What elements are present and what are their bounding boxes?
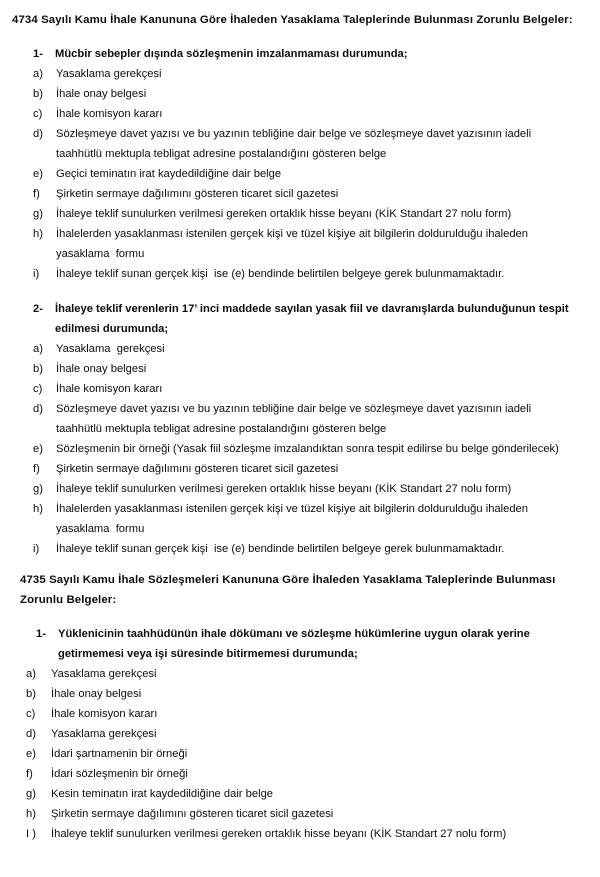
list-item (12, 124, 578, 164)
list-item (12, 684, 578, 704)
heading-spacer (12, 611, 578, 624)
list-item-marker: b) (33, 362, 43, 375)
list-item-marker: a) (33, 67, 43, 80)
list-item-marker: b) (26, 687, 36, 700)
list-item-marker: c) (26, 707, 36, 720)
list-item-marker: h) (33, 502, 43, 515)
list-item-text: İhaleye teklif sunulurken verilmesi gereken ortaklık hisse beyanı (KİK Standart 27 nolu form) (56, 207, 512, 220)
list-item (12, 164, 578, 184)
list-item-text: Yasaklama gerekçesi (56, 342, 165, 355)
list-item-text: Kesin teminatın irat kaydedildiğine dair belge (51, 787, 274, 800)
list-item-marker: e) (33, 442, 43, 455)
list-item-text: Yasaklama gerekçesi (56, 67, 162, 80)
list-item-text: Şirketin sermaye dağılımını gösteren ticaret sicil gazetesi (56, 462, 339, 475)
list-item-text: İhaleye teklif sunan gerçek kişi ise (e) bendinde belirtilen belgeye gerek bulunmamaktadır. (56, 542, 505, 555)
list-item (12, 339, 578, 359)
list-item (12, 439, 578, 459)
numbered-marker: 2- (33, 302, 43, 315)
list-item-text: Yasaklama gerekçesi (51, 727, 157, 740)
list-item-text: İhale komisyon kararı (51, 707, 158, 720)
list-item-text: Sözleşmeye davet yazısı ve bu yazının tebliğine dair belge ve sözleşmeye davet yazısının iadeli taahhütlü mektupla tebligat adresine postalandığını gösteren belge (56, 402, 535, 435)
list-item-text: İhalelerden yasaklanması istenilen gerçek kişi ve tüzel kişiye ait bilgilerin doldurulduğu ihaleden yasaklama formu (56, 502, 532, 535)
list-item (12, 744, 578, 764)
list-item-text: İhale onay belgesi (56, 362, 147, 375)
list-item-text: Yasaklama gerekçesi (51, 667, 157, 680)
numbered-label: Yüklenicinin taahhüdünün ihale dökümanı ve sözleşme hükümlerine uygun olarak yerine getirmemesi veya işi süresinde bitirmemesi durumunda; (58, 627, 533, 660)
list-item (12, 704, 578, 724)
list-item (12, 804, 578, 824)
list-item (12, 204, 578, 224)
list-item-marker: d) (26, 727, 36, 740)
list-item-text: Sözleşmenin bir örneği (Yasak fiil sözleşme imzalandıktan sonra tespit edilirse bu belge gönderilecek) (56, 442, 559, 455)
list-item-text: İdari şartnamenin bir örneği (51, 747, 188, 760)
list-item-text: Sözleşmeye davet yazısı ve bu yazının tebliğine dair belge ve sözleşmeye davet yazısının iadeli taahhütlü mektupla tebligat adresine postalandığını gösteren belge (56, 127, 535, 160)
list-item (12, 459, 578, 479)
list-item (12, 84, 578, 104)
list-item (12, 479, 578, 499)
list-item-marker: a) (33, 342, 43, 355)
numbered-heading (12, 299, 578, 339)
list-item-marker: f) (26, 767, 33, 780)
list-item-marker: d) (33, 127, 43, 140)
list-item-text: İhale onay belgesi (51, 687, 142, 700)
list-item (12, 104, 578, 124)
list-item-marker: a) (26, 667, 36, 680)
numbered-marker: 1- (33, 47, 43, 60)
list-item-marker: e) (26, 747, 36, 760)
list-item-text: İhale onay belgesi (56, 87, 147, 100)
numbered-marker: 1- (36, 627, 46, 640)
list-item (12, 664, 578, 684)
group-spacer (12, 284, 578, 299)
list-item-text: Şirketin sermaye dağılımını gösteren ticaret sicil gazetesi (51, 807, 334, 820)
group-4735-item-1 (12, 624, 578, 844)
list-item (12, 184, 578, 204)
group-4734-item-1 (12, 44, 578, 284)
list-item-text: İdari sözleşmenin bir örneği (51, 767, 188, 780)
list-item-text: İhaleye teklif sunulurken verilmesi gereken ortaklık hisse beyanı (KİK Standart 27 nolu form) (56, 482, 512, 495)
list-item-marker: h) (26, 807, 36, 820)
list-item (12, 224, 578, 264)
section-heading-law-4735: 4735 Sayılı Kamu İhale Sözleşmeleri Kanununa Göre İhaleden Yasaklama Taleplerinde Bulunması Zorunlu Belgeler: (20, 573, 556, 606)
list-item (12, 764, 578, 784)
numbered-heading (12, 44, 578, 64)
list-item-text: Şirketin sermaye dağılımını gösteren ticaret sicil gazetesi (56, 187, 339, 200)
list-item (12, 64, 578, 84)
list-item (12, 264, 578, 284)
numbered-label: İhaleye teklif verenlerin 17’ inci maddede sayılan yasak fiil ve davranışlarda bulunduğunun tespit edilmesi durumunda; (55, 302, 572, 335)
list-item-marker: f) (33, 187, 40, 200)
list-item (12, 359, 578, 379)
section-heading-law-4734: 4734 Sayılı Kamu İhale Kanununa Göre İhaleden Yasaklama Taleplerinde Bulunması Zorunlu Belgeler: (12, 14, 573, 26)
numbered-heading (12, 624, 578, 664)
list-item-marker: g) (33, 207, 43, 220)
list-item-marker: i) (33, 267, 40, 280)
list-item-marker: i) (33, 542, 40, 555)
list-item-marker: b) (33, 87, 43, 100)
list-item-marker: c) (33, 107, 43, 120)
list-item-text: İhale komisyon kararı (56, 107, 163, 120)
list-item (12, 784, 578, 804)
numbered-label: Mücbir sebepler dışında sözleşmenin imzalanmaması durumunda; (55, 47, 408, 60)
list-item (12, 724, 578, 744)
section-spacer (12, 559, 578, 570)
list-item-marker: g) (33, 482, 43, 495)
list-item-marker: c) (33, 382, 43, 395)
list-item (12, 824, 578, 844)
list-item (12, 539, 578, 559)
list-item-marker: e) (33, 167, 43, 180)
list-item-text: İhaleye teklif sunan gerçek kişi ise (e) bendinde belirtilen belgeye gerek bulunmamaktadır. (56, 267, 505, 280)
list-item-marker: f) (33, 462, 40, 475)
list-item-text: İhale komisyon kararı (56, 382, 163, 395)
list-item-text: İhaleye teklif sunulurken verilmesi gereken ortaklık hisse beyanı (KİK Standart 27 nolu form) (51, 827, 507, 840)
group-4734-item-2 (12, 299, 578, 559)
list-item-marker: I ) (26, 827, 36, 840)
list-item-marker: d) (33, 402, 43, 415)
list-item-marker: h) (33, 227, 43, 240)
list-item-text: Geçici teminatın irat kaydedildiğine dair belge (56, 167, 282, 180)
list-item-text: İhalelerden yasaklanması istenilen gerçek kişi ve tüzel kişiye ait bilgilerin doldurulduğu ihaleden yasaklama formu (56, 227, 532, 260)
list-item (12, 499, 578, 539)
list-item (12, 379, 578, 399)
list-item (12, 399, 578, 439)
list-item-marker: g) (26, 787, 36, 800)
heading-spacer (12, 31, 578, 44)
